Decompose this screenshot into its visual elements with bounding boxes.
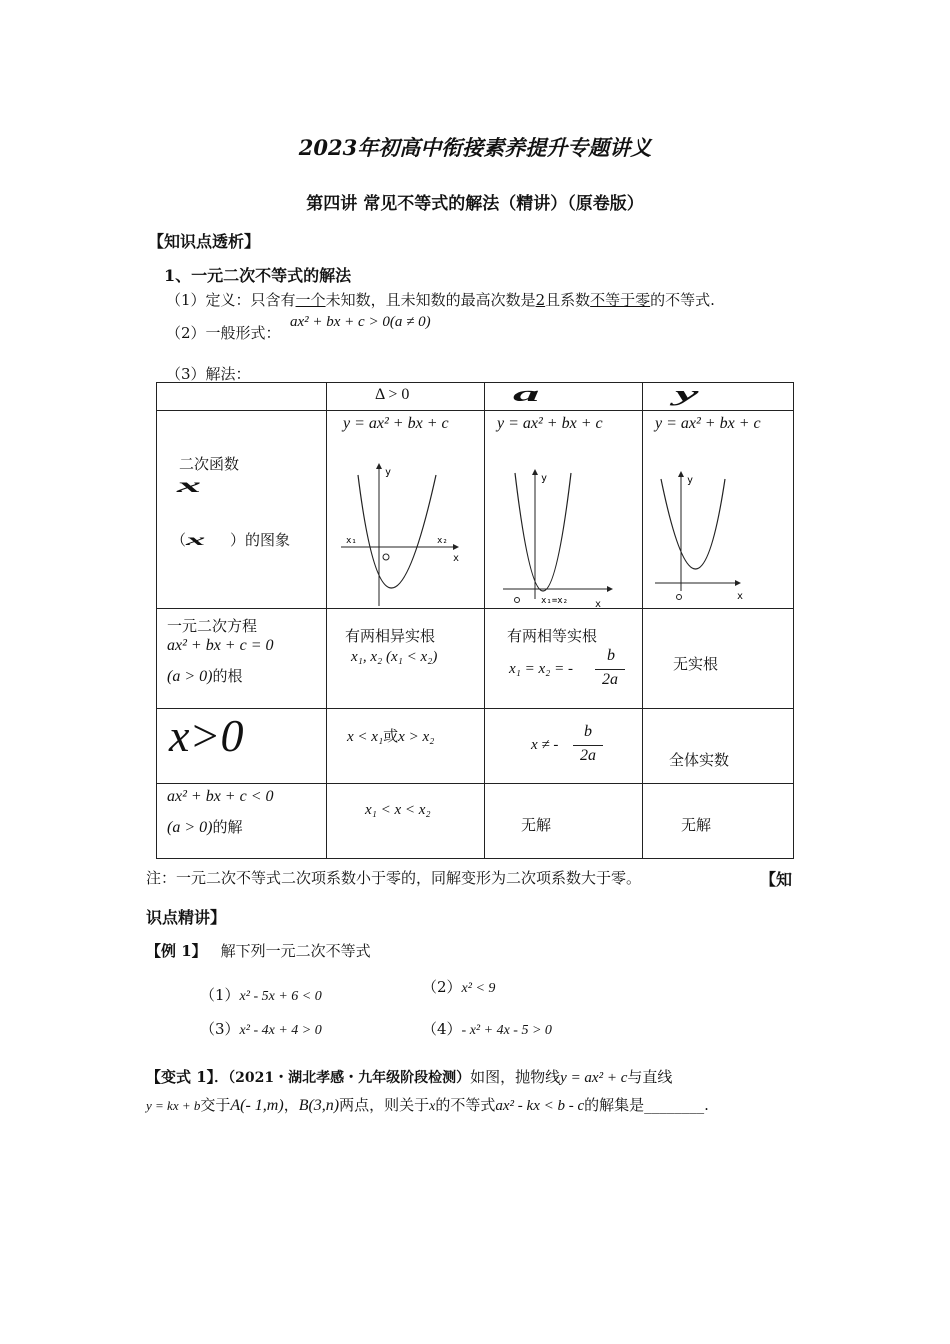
svg-text:x: x bbox=[737, 591, 744, 602]
greater-than-no-roots-cell: 全体实数 bbox=[643, 709, 794, 784]
section-heading: 【知识点透析】 bbox=[148, 232, 261, 251]
example1-header: 【例 1】 解下列一元二次不等式 bbox=[146, 942, 371, 960]
svg-text:y: y bbox=[687, 475, 694, 486]
less-than-no-roots-cell: 无解 bbox=[643, 784, 794, 859]
section-heading-explained: 识点精讲】 bbox=[146, 908, 227, 927]
note-heading-tail: 【知 bbox=[760, 870, 793, 889]
general-form-label: （2）一般形式： bbox=[166, 324, 281, 342]
less-than-two-roots-cell: x₁ < x < x₂ bbox=[327, 784, 485, 859]
general-form-formula: ax² + bx + c > 0(a ≠ 0) bbox=[290, 314, 431, 330]
two-distinct-roots-cell: 有两相异实根 x₁, x₂ (x₁ < x₂) bbox=[327, 609, 485, 709]
no-real-roots-cell: 无实根 bbox=[643, 609, 794, 709]
svg-text:y: y bbox=[385, 467, 392, 478]
doc-title: 2023年初高中衔接素养提升专题讲义 bbox=[298, 135, 652, 160]
svg-text:x: x bbox=[453, 553, 460, 564]
svg-text:x₁: x₁ bbox=[346, 536, 357, 546]
header-delta-positive: Δ > 0 bbox=[327, 383, 485, 411]
example1-item-3: （3）x² - 4x + 4 > 0 bbox=[200, 1020, 322, 1038]
function-row-label: 二次函数 x （x ）的图象 bbox=[157, 411, 327, 609]
less-than-row-label: ax² + bx + c < 0 (a > 0)的解 bbox=[157, 784, 327, 859]
graph-cell-no-roots: y = ax² + bx + c y x bbox=[643, 411, 794, 609]
greater-than-row-label: x>0 bbox=[157, 709, 327, 784]
equation-row-label: 一元二次方程 ax² + bx + c = 0 (a > 0)的根 bbox=[157, 609, 327, 709]
doc-subtitle: 第四讲 常见不等式的解法（精讲）（原卷版） bbox=[306, 194, 644, 214]
variant1-line1: 【变式 1】．（2021・湖北孝感・九年级阶段检测）如图，抛物线y = ax² + c与直线 bbox=[146, 1068, 673, 1086]
svg-text:x₁=x₂: x₁=x₂ bbox=[541, 596, 569, 606]
example1-item-4: （4）- x² + 4x - 5 > 0 bbox=[422, 1020, 552, 1038]
definition-line: （1）定义：只含有一个未知数，且未知数的最高次数是2且系数不等于零的不等式. bbox=[166, 291, 715, 309]
method-label: （3）解法： bbox=[166, 365, 251, 383]
header-delta-negative: y bbox=[643, 383, 794, 411]
header-delta-zero: a bbox=[485, 383, 643, 411]
graph-cell-two-roots: y = ax² + bx + c y x x₁ x₂ bbox=[327, 411, 485, 609]
example1-item-1: （1）x² - 5x + 6 < 0 bbox=[200, 986, 322, 1004]
header-empty-cell bbox=[157, 383, 327, 411]
parabola-double-root-graph bbox=[503, 461, 633, 611]
topic-heading: 1、一元二次不等式的解法 bbox=[164, 266, 352, 285]
svg-text:x₂: x₂ bbox=[437, 536, 448, 546]
variant1-line2: y = kx + b交于A(- 1,m)，B(3,n)两点，则关于x的不等式ax² - kx < b - c的解集是________. bbox=[146, 1096, 709, 1114]
greater-than-two-roots-cell: x < x₁或x > x₂ bbox=[327, 709, 485, 784]
example1-item-2: （2）x² < 9 bbox=[422, 978, 496, 996]
solution-table bbox=[156, 382, 794, 859]
parabola-two-roots-graph bbox=[341, 461, 471, 611]
svg-text:y: y bbox=[541, 473, 548, 484]
less-than-double-root-cell: 无解 bbox=[485, 784, 643, 859]
two-equal-roots-cell: 有两相等实根 x₁ = x₂ = - b 2a bbox=[485, 609, 643, 709]
note-text: 注：一元二次不等式二次项系数小于零的，同解变形为二次项系数大于零。 bbox=[146, 869, 642, 887]
greater-than-double-root-cell: x ≠ - b 2a bbox=[485, 709, 643, 784]
svg-text:x: x bbox=[595, 599, 602, 610]
graph-cell-double-root: y = ax² + bx + c y x x₁=x₂ bbox=[485, 411, 643, 609]
parabola-no-roots-graph bbox=[655, 461, 785, 611]
